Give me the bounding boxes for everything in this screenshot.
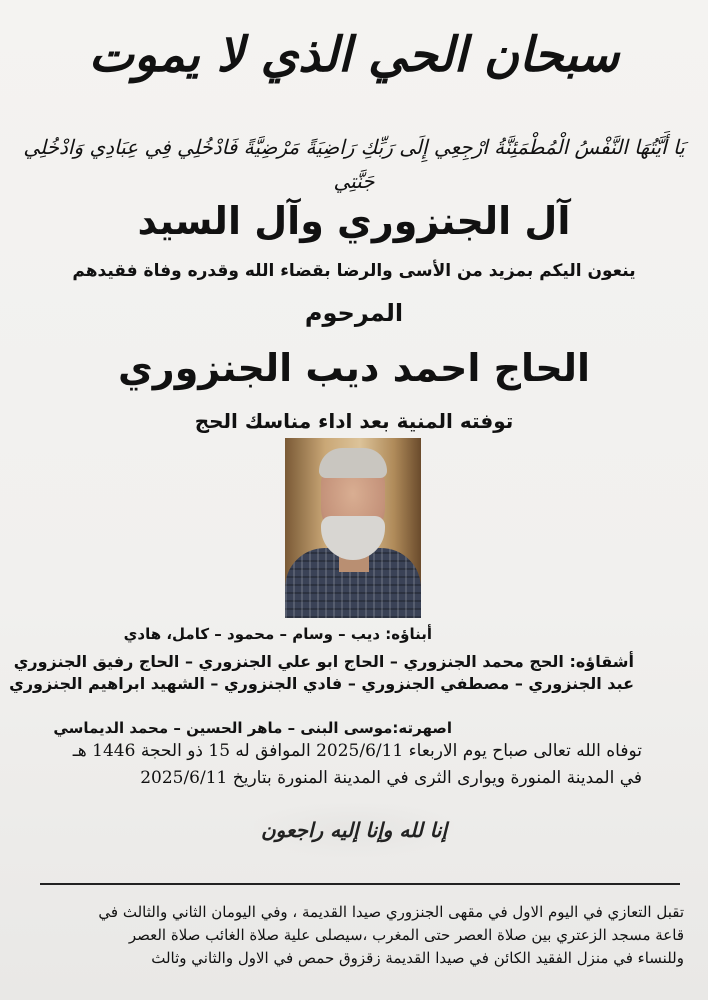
- closing-verse: إنا لله وإنا إليه راجعون: [254, 803, 454, 857]
- inlaws-line: اصهرته:موسى البنى – ماهر الحسين – محمد الديماسي: [53, 719, 452, 737]
- brothers-line-2: عبد الجنزوري – مصطفي الجنزوري – فادي الجنزوري – الشهيد ابراهيم الجنزوري: [9, 674, 634, 693]
- quran-verse: يَا أَيَّتُهَا النَّفْسُ الْمُطْمَئِنَّةُ ارْجِعِي إِلَى رَبِّكِ رَاضِيَةً مَرْضِيَّةً فَادْخُلِي فِي عِبَادِي وَادْخُلِي جَنَّتِي: [23, 135, 685, 193]
- condolences-line-2: قاعة مسجد الزعتري بين صلاة العصر حتى المغرب ،سيصلى علية صلاة الغائب صلاة العصر: [128, 926, 684, 944]
- sons-line: أبناؤه: ديب – وسام – محمود – كامل، هادي: [123, 625, 432, 643]
- deceased-label: المرحوم: [304, 299, 404, 327]
- condolences-line-1: تقبل التعازي في اليوم الاول في مقهى الجنزوري صيدا القديمة ، وفي اليومان الثاني والثالث في: [98, 903, 684, 921]
- announcement-text: ينعون اليكم بمزيد من الأسى والرضا بقضاء الله وقدره وفاة فقيدهم: [72, 261, 636, 281]
- death-note: توفته المنية بعد اداء مناسك الحج: [194, 409, 514, 433]
- photo-hair: [319, 448, 387, 478]
- condolences-line-3: وللنساء في منزل الفقيد الكائن في صيدا القديمة زقزوق حمص في الاول والثاني وثالث: [151, 949, 684, 967]
- portrait-photo: [285, 438, 421, 618]
- funeral-line-1: توفاه الله تعالى صباح يوم الاربعاء 2025/6/11 الموافق له 15 ذو الحجة 1446 هـ: [72, 741, 642, 761]
- family-names: آل الجنزوري وآل السيد: [137, 199, 571, 243]
- divider: [40, 883, 680, 885]
- funeral-line-2: في المدينة المنورة ويوارى الثرى في المدينة المنورة بتاريخ 2025/6/11: [140, 768, 642, 788]
- deceased-name: الحاج احمد ديب الجنزوري: [117, 346, 590, 390]
- brothers-line-1: أشقاؤه: الحج محمد الجنزوري – الحاج ابو علي الجنزوري – الحاج رفيق الجنزوري: [13, 652, 634, 671]
- verse-title: سبحان الحي الذي لا يموت: [88, 27, 620, 83]
